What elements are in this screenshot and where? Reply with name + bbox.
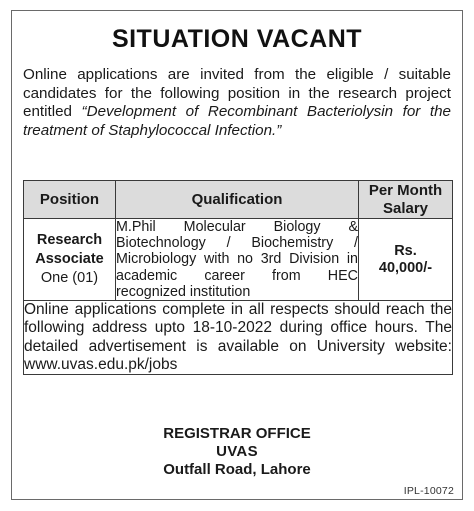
header-salary: Per Month Salary xyxy=(359,181,453,219)
salary-currency: Rs. xyxy=(394,242,417,259)
ad-title: SITUATION VACANT xyxy=(111,25,363,53)
intro-text: Online applications are invited from the eligible / suitable candidates for the following position in the research project entitled xyxy=(23,66,451,120)
position-count: One (01) xyxy=(40,270,99,286)
table-header-row xyxy=(24,181,453,219)
header-position: Position xyxy=(24,181,116,219)
reference-number: IPL-10072 xyxy=(403,485,454,497)
application-note: Online applications complete in all respects should reach the following address upto 18-10-2022 during office hours. The detailed advertisement is available on University website: www.uvas.edu.pk/jobs xyxy=(24,301,452,373)
position-table xyxy=(23,180,453,375)
advertisement xyxy=(11,10,463,500)
header-qualification: Qualification xyxy=(116,181,359,219)
position-title: Research Associate xyxy=(35,232,104,267)
table-row xyxy=(24,219,453,301)
salary-cell xyxy=(359,219,453,301)
qualification-cell: M.Phil Molecular Biology & Biotechnology / Biochemistry / Microbiology with no 3rd Division in academic career from HEC recognized institution xyxy=(116,219,358,300)
intro-paragraph xyxy=(23,66,451,140)
position-cell xyxy=(24,219,116,301)
office-org: UVAS xyxy=(216,443,258,460)
office-name: REGISTRAR OFFICE xyxy=(163,425,311,442)
salary-amount: 40,000/- xyxy=(378,259,433,276)
office-address: Outfall Road, Lahore xyxy=(163,461,311,478)
office-block xyxy=(12,425,462,479)
project-title: “Development of Recombinant Bacteriolysin for the treatment of Staphylococcal Infection.” xyxy=(23,103,451,139)
note-row xyxy=(24,301,453,375)
